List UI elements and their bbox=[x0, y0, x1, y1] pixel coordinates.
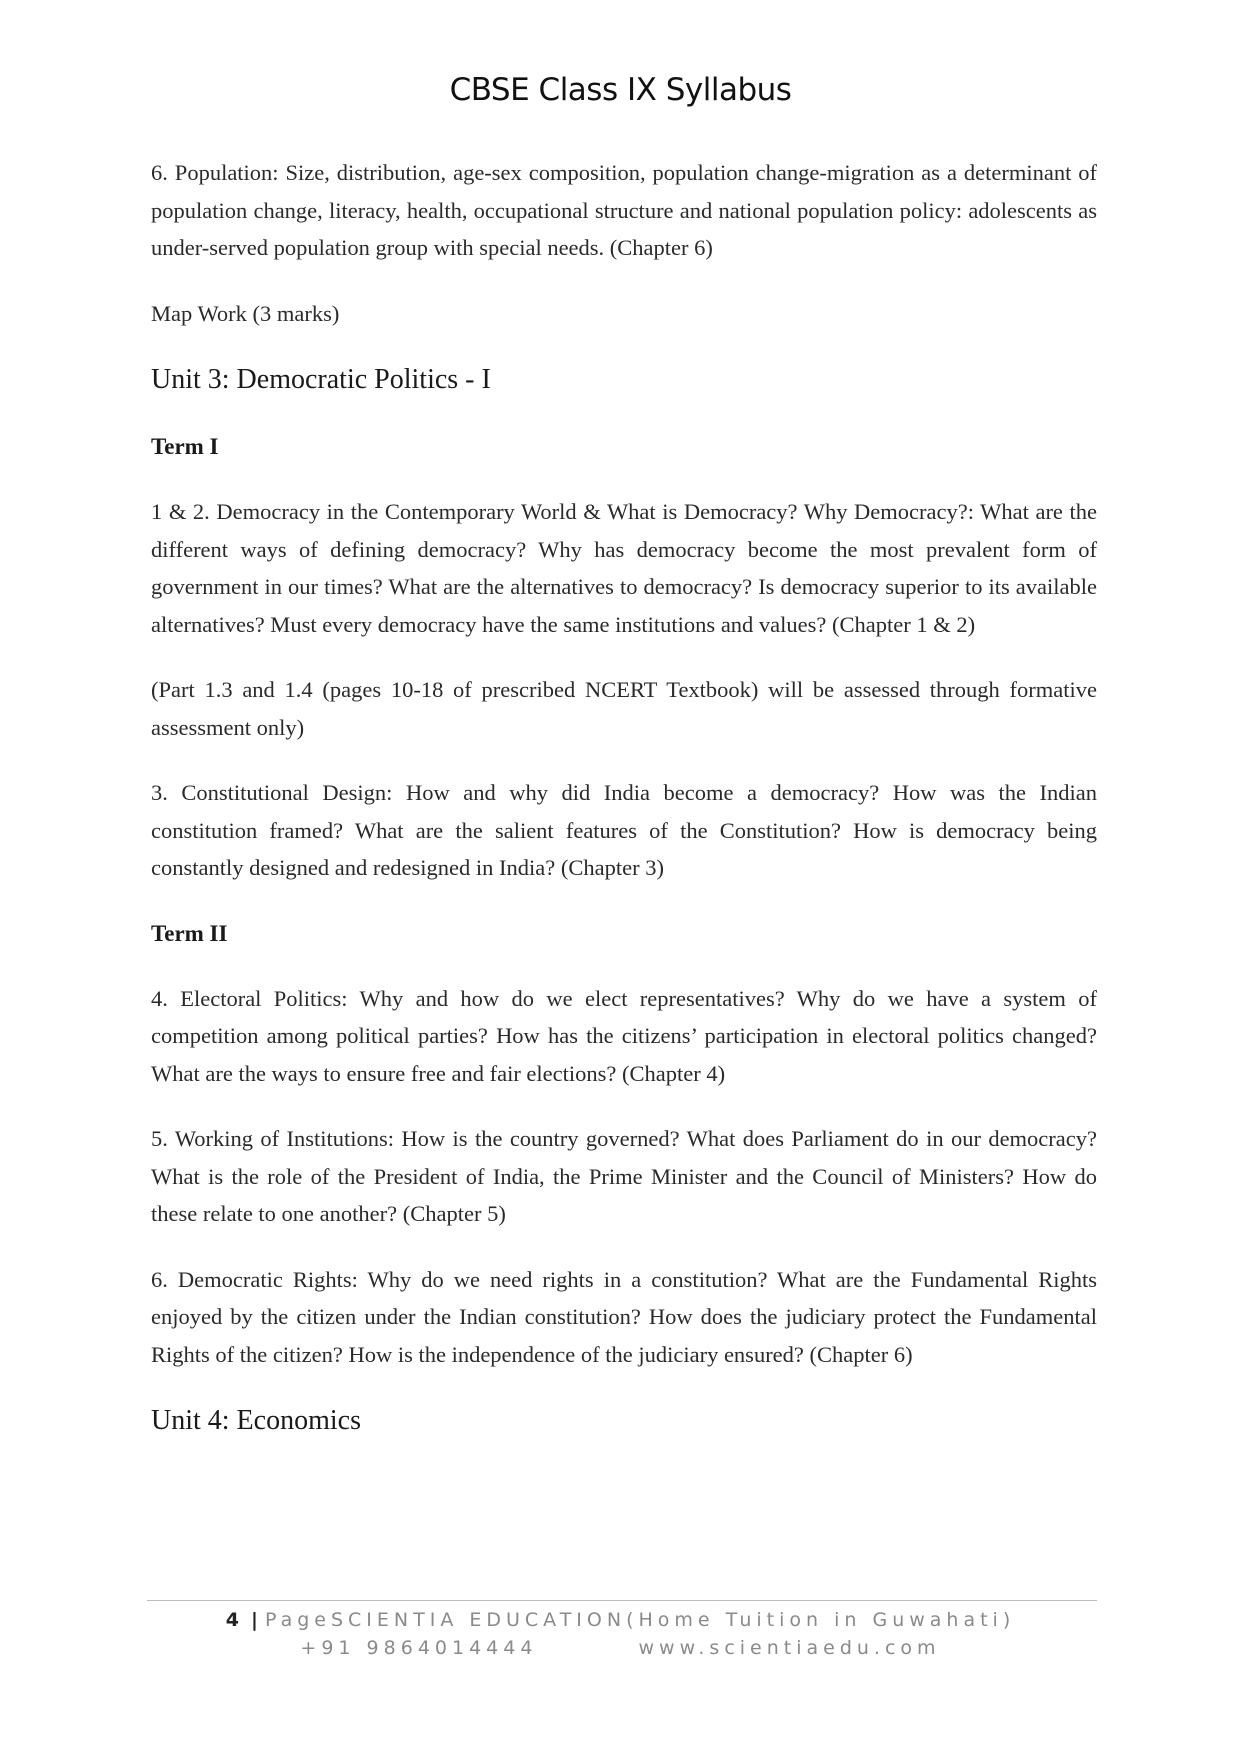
heading-term-1: Term I bbox=[151, 434, 219, 459]
paragraph-democratic-rights: 6. Democratic Rights: Why do we need rights in a constitution? What are the Fundamental Rights enjoyed by the citizen under the Indian constitution? How does the judiciary protect the Fundamental Rights of the citizen? How is the independence of the judiciary ensured? (Chapter 6) bbox=[151, 1266, 1097, 1367]
page-number: 4 bbox=[225, 1609, 240, 1631]
footer-line-2 bbox=[0, 1634, 1241, 1662]
page-header-title: CBSE Class IX Syllabus bbox=[449, 72, 792, 108]
paragraph-population: 6. Population: Size, distribution, age-sex composition, population change-migration as a determinant of population change, literacy, health, occupational structure and national population policy: adolescents as under-served population group with special needs. (Chapter 6) bbox=[151, 160, 1097, 260]
paragraph-constitutional-design: 3. Constitutional Design: How and why did India become a democracy? How was the Indian constitution framed? What are the salient features of the Constitution? How is democracy being constantly designed and redesigned in India? (Chapter 3) bbox=[151, 780, 1097, 880]
footer-phone: +91 9864014444 bbox=[300, 1637, 538, 1659]
footer-divider bbox=[147, 1600, 1097, 1601]
page-word: Page bbox=[264, 1609, 331, 1631]
paragraph-working-of-institutions: 5. Working of Institutions: How is the country governed? What does Parliament do in our democracy? What is the role of the President of India, the Prime Minister and the Council of Ministers? How do these relate to one another? (Chapter 5) bbox=[151, 1126, 1097, 1226]
paragraph-part-note: (Part 1.3 and 1.4 (pages 10-18 of prescribed NCERT Textbook) will be assessed through formative assessment only) bbox=[151, 677, 1097, 740]
heading-unit-3: Unit 3: Democratic Politics - I bbox=[151, 364, 491, 395]
heading-unit-4: Unit 4: Economics bbox=[151, 1405, 361, 1436]
footer-separator: | bbox=[251, 1609, 259, 1631]
paragraph-map-work: Map Work (3 marks) bbox=[151, 300, 340, 326]
footer-website: www.scientiaedu.com bbox=[638, 1637, 941, 1659]
footer-line-1 bbox=[0, 1606, 1241, 1634]
footer-org: SCIENTIA EDUCATION(Home Tuition in Guwahati) bbox=[330, 1609, 1016, 1631]
heading-term-2: Term II bbox=[151, 920, 228, 946]
paragraph-democracy: 1 & 2. Democracy in the Contemporary World & What is Democracy? Why Democracy?: What are the different ways of defining democracy? Why has democracy become the most prevalent form of government in our times? What are the alternatives to democracy? Is democracy superior to its available alternatives? Must every democracy have the same institutions and values? (Chapter 1 & 2) bbox=[151, 499, 1097, 637]
paragraph-electoral-politics: 4. Electoral Politics: Why and how do we elect representatives? Why do we have a system of competition among political parties? How has the citizens’ participation in electoral politics changed? What are the ways to ensure free and fair elections? (Chapter 4) bbox=[151, 985, 1097, 1086]
document-body bbox=[151, 154, 1097, 1469]
page-footer bbox=[0, 1606, 1241, 1662]
